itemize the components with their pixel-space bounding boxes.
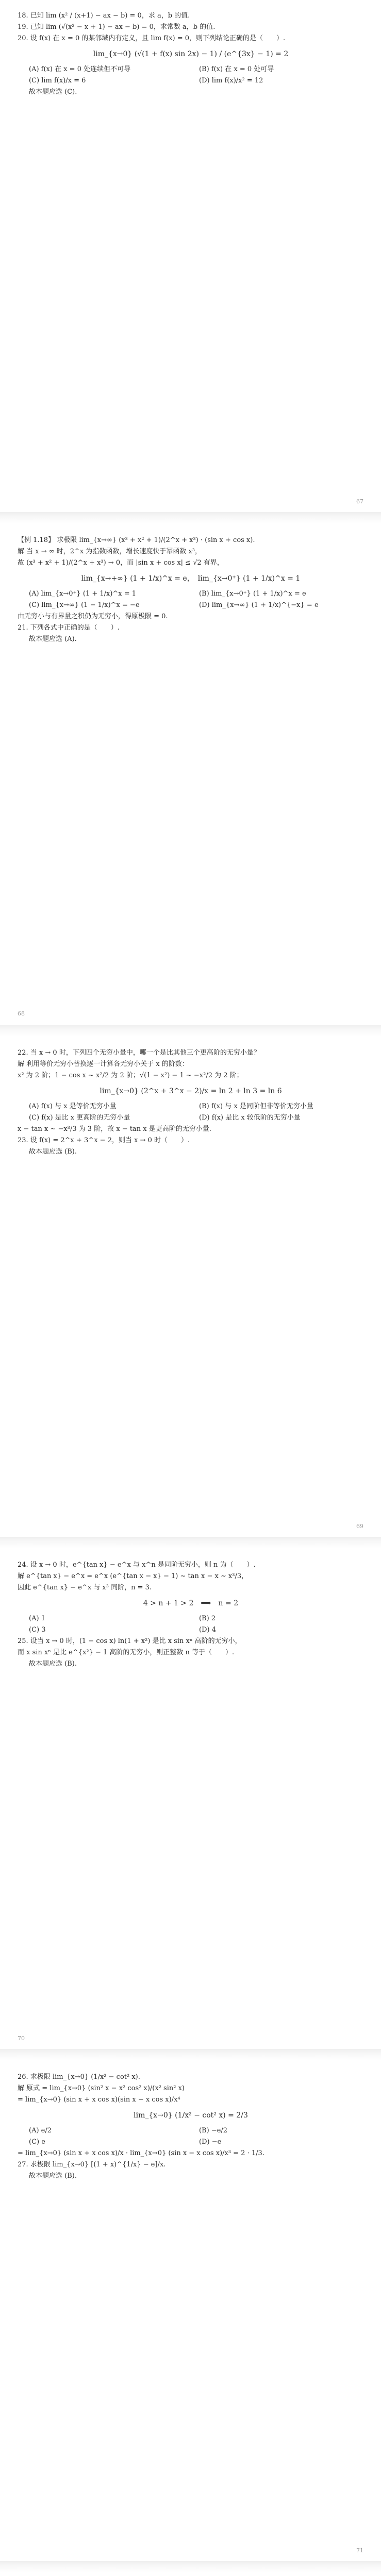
text-line: x² 为 2 阶；1 − cos x ~ x²/2 为 2 阶；√(1 − x²) − 1 ~ −x²/2 为 2 阶； — [18, 1072, 243, 1079]
options-row — [18, 1112, 364, 1124]
page-number: 71 — [356, 2547, 363, 2554]
page-content — [18, 10, 364, 98]
display-formula: lim_{x→0} (2^x + 3^x − 2)/x = ln 2 + ln 3 = ln 6 — [100, 1087, 282, 1095]
page-separator — [0, 1537, 381, 1548]
display-formula: lim_{x→0} (√(1 + f(x) sin 2x) − 1) / (e^{3x} − 1) = 2 — [93, 50, 289, 58]
option-d: (D) −e — [199, 2138, 222, 2146]
option-a: (A) f(x) 在 x = 0 处连续但不可导 — [29, 65, 131, 73]
text-line: 解 利用等价无穷小替换逐一计算各无穷小关于 x 的阶数： — [18, 1060, 189, 1068]
text-line: 而 x sin xⁿ 是比 e^{x²} − 1 高阶的无穷小，则正整数 n 等于（ ）. — [18, 1649, 235, 1656]
text-line: 18. 已知 lim (x² / (x+1) − ax − b) = 0，求 a，b 的值. — [18, 12, 190, 20]
option-c: (C) e — [29, 2138, 45, 2146]
text-line: 21. 下列各式中正确的是（ ）. — [18, 624, 120, 632]
page-separator — [0, 1025, 381, 1036]
text-line: 25. 设当 x → 0 时，(1 − cos x) ln(1 + x²) 是比 x sin xⁿ 高阶的无穷小， — [18, 1637, 242, 1645]
text-line: 20. 设 f(x) 在 x = 0 的某邻域内有定义，且 lim f(x) = 0，则下列结论正确的是（ ）. — [18, 35, 286, 42]
page-separator — [0, 2049, 381, 2060]
page-sheet — [0, 0, 381, 512]
text-line: 27. 求极限 lim_{x→0} [(1 + x)^{1/x} − e]/x. — [18, 2161, 166, 2168]
text-line: x − tan x ~ −x³/3 为 3 阶，故 x − tan x 是更高阶的无穷小量. — [18, 1125, 211, 1133]
page-sheet — [0, 1537, 381, 2049]
page-sheet — [0, 512, 381, 1024]
text-line: = lim_{x→0} (sin x + x cos x)/x · lim_{x→0} (sin x − x cos x)/x³ = 2 · 1/3. — [18, 2149, 264, 2157]
page-number: 67 — [356, 498, 363, 505]
text-line: 【例 1.18】 求极限 lim_{x→∞} (x³ + x² + 1)/(2^x + x³) · (sin x + cos x). — [18, 536, 255, 544]
page-content — [18, 1560, 364, 1670]
option-c: (C) lim f(x)/x = 6 — [29, 77, 86, 84]
option-b: (B) lim_{x→0⁺} (1 + 1/x)^x = e — [199, 590, 306, 598]
text-line: 由无穷小与有界量之积仍为无穷小，得原极限 = 0. — [18, 613, 168, 620]
options-row — [18, 64, 364, 75]
option-c: (C) f(x) 是比 x 更高阶的无穷小量 — [29, 1114, 130, 1122]
page-sheet — [0, 2049, 381, 2561]
option-a: (A) lim_{x→0⁺} (1 + 1/x)^x = 1 — [29, 590, 137, 598]
option-a: (A) 1 — [29, 1615, 45, 1622]
option-d: (D) 4 — [199, 1626, 216, 1634]
page-separator — [0, 512, 381, 523]
page-number: 68 — [18, 1010, 25, 1017]
page-content — [18, 1047, 364, 1158]
answer-line: 故本题应选 (B). — [29, 1148, 77, 1156]
option-b: (B) f(x) 在 x = 0 处可导 — [199, 65, 274, 73]
text-line: 因此 e^{tan x} − e^x 与 x³ 同阶，n = 3. — [18, 1584, 152, 1591]
display-formula: 4 > n + 1 > 2 ⟹ n = 2 — [143, 1599, 239, 1607]
option-d: (D) f(x) 是比 x 较低阶的无穷小量 — [199, 1114, 301, 1122]
page-content — [18, 2072, 364, 2182]
options-row — [18, 2125, 364, 2137]
page-sheet — [0, 1025, 381, 1537]
display-formula: lim_{x→+∞} (1 + 1/x)^x = e， lim_{x→0⁺} (1 + 1/x)^x = 1 — [81, 574, 301, 583]
page-number: 69 — [356, 1523, 363, 1530]
options-row — [18, 1101, 364, 1112]
options-row — [18, 1624, 364, 1636]
option-b: (B) 2 — [199, 1615, 216, 1622]
text-line: = lim_{x→0} (sin x + x cos x)(sin x − x cos x)/x⁴ — [18, 2096, 180, 2104]
option-d: (D) lim f(x)/x² = 12 — [199, 77, 263, 84]
options-row — [18, 2137, 364, 2148]
text-line: 19. 已知 lim (√(x² − x + 1) − ax − b) = 0，求常数 a，b 的值. — [18, 23, 216, 31]
page-separator — [0, 2561, 381, 2572]
text-line: 故 (x³ + x² + 1)/(2^x + x³) → 0，而 |sin x + cos x| ≤ √2 有界， — [18, 559, 224, 567]
options-row — [18, 75, 364, 87]
answer-line: 故本题应选 (C). — [29, 88, 77, 96]
text-line: 24. 设 x → 0 时，e^{tan x} − e^x 与 x^n 是同阶无穷小，则 n 为（ ）. — [18, 1561, 256, 1569]
page-content — [18, 535, 364, 645]
options-row — [18, 600, 364, 611]
options-row — [18, 1613, 364, 1624]
answer-line: 故本题应选 (B). — [29, 2172, 77, 2180]
text-line: 解 e^{tan x} − e^x = e^x (e^{tan x − x} − 1) ~ tan x − x ~ x³/3， — [18, 1572, 249, 1580]
answer-line: 故本题应选 (B). — [29, 1660, 77, 1668]
page-sheet — [0, 2561, 381, 2576]
option-d: (D) lim_{x→∞} (1 + 1/x)^{−x} = e — [199, 601, 319, 609]
answer-line: 故本题应选 (A). — [29, 635, 77, 643]
option-c: (C) 3 — [29, 1626, 46, 1634]
text-line: 23. 设 f(x) = 2^x + 3^x − 2，则当 x → 0 时（ ）. — [18, 1137, 190, 1144]
option-a: (A) e/2 — [29, 2127, 52, 2134]
text-line: 解 当 x → ∞ 时，2^x 为指数函数，增长速度快于幂函数 x³， — [18, 548, 202, 555]
text-line: 22. 当 x → 0 时，下列四个无穷小量中，哪一个是比其他三个更高阶的无穷小量？ — [18, 1049, 260, 1057]
options-row — [18, 588, 364, 600]
page-number: 70 — [18, 2035, 25, 2042]
option-c: (C) lim_{x→∞} (1 − 1/x)^x = −e — [29, 601, 140, 609]
text-line: 26. 求极限 lim_{x→0} (1/x² − cot² x). — [18, 2073, 140, 2081]
option-a: (A) f(x) 与 x 是等价无穷小量 — [29, 1103, 117, 1110]
option-b: (B) f(x) 与 x 是同阶但非等价无穷小量 — [199, 1103, 313, 1110]
option-b: (B) −e/2 — [199, 2127, 228, 2134]
display-formula: lim_{x→0} (1/x² − cot² x) = 2/3 — [134, 2111, 248, 2120]
text-line: 解 原式 = lim_{x→0} (sin² x − x² cos² x)/(x² sin² x) — [18, 2084, 185, 2092]
